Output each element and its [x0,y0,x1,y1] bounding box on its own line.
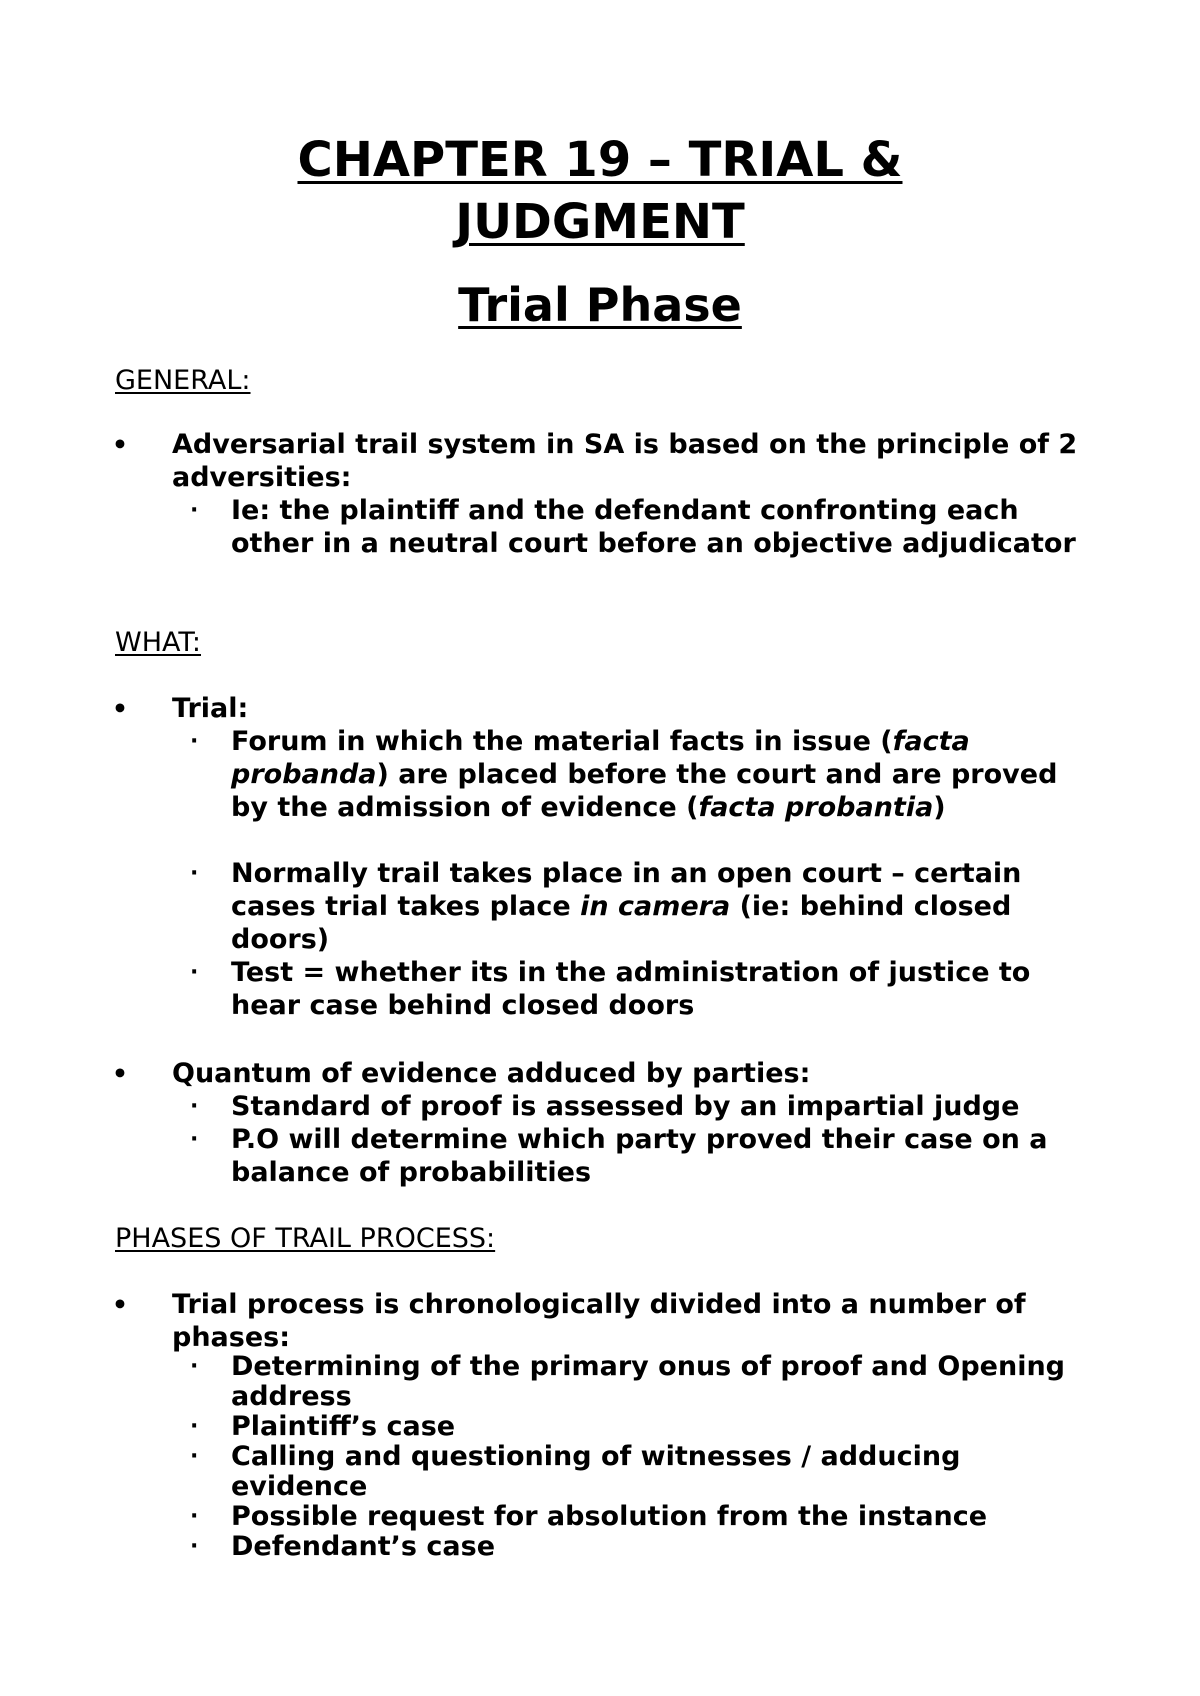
open-court-text-2: (ie: behind closed doors) [231,891,1012,955]
what-bullet-quantum: Quantum of evidence adduced by parties: [172,1058,811,1089]
general-bullet-1: Adversarial trail system in SA is based on the principle of 2 adversities: [172,429,1078,493]
bullet-glyph: • [112,1059,128,1088]
forum-text-2: ) are placed before the court and are proved by the admission of evidence ( [231,759,1058,823]
subbullet-glyph: · [190,498,199,523]
bullet-glyph: • [112,1290,128,1319]
subbullet-glyph: · [190,1127,199,1152]
forum-text-3: ) [933,792,946,823]
what-subitem-standard: Standard of proof is assessed by an impartial judge [231,1091,1020,1122]
forum-italic-facta-probantia: facta probantia [698,792,934,823]
chapter-title-line-2: JUDGMENT [455,194,745,250]
phases-subitem-witnesses: Calling and questioning of witnesses / adducing evidence [231,1441,961,1502]
subbullet-glyph: · [190,1094,199,1119]
phases-heading: PHASES OF TRAIL PROCESS: [115,1223,496,1254]
phases-subitem-absolution: Possible request for absolution from the instance [231,1501,988,1532]
what-heading: WHAT: [115,627,201,658]
subbullet-glyph: · [190,1414,199,1439]
subbullet-glyph: · [190,1354,199,1379]
phases-subitem-defendant: Defendant’s case [231,1531,496,1562]
open-court-text-1: Normally trail takes place in an open court – certain cases trial takes place [231,858,1022,922]
what-subitem-test: Test = whether its in the administration of justice to hear case behind closed doors [231,957,1031,1021]
what-subitem-po: P.O will determine which party proved their case on a balance of probabilities [231,1124,1048,1188]
what-bullet-trial: Trial: [172,693,249,724]
subbullet-glyph: · [190,1534,199,1559]
forum-text-1: Forum in which the material facts in issue ( [231,726,893,757]
subbullet-glyph: · [190,960,199,985]
phases-subitem-onus: Determining of the primary onus of proof and Opening address [231,1351,1066,1412]
subbullet-glyph: · [190,1504,199,1529]
section-subtitle: Trial Phase [458,278,742,332]
forum-italic-facta-probanda: facta probanda [231,726,970,790]
general-heading: GENERAL: [115,365,251,396]
chapter-title-line-1: CHAPTER 19 – TRIAL & [297,132,903,188]
subbullet-glyph: · [190,861,199,886]
open-court-italic-in-camera: in camera [580,891,731,922]
general-subitem-1: Ie: the plaintiff and the defendant confronting each other in a neutral court before an objective adjudicator [231,495,1076,559]
subbullet-glyph: · [190,729,199,754]
phases-subitem-plaintiff: Plaintiff’s case [231,1411,456,1442]
phases-bullet-1: Trial process is chronologically divided into a number of phases: [172,1289,1026,1353]
what-subitem-open-court [231,857,1101,956]
subbullet-glyph: · [190,1444,199,1469]
bullet-glyph: • [112,694,128,723]
what-subitem-forum [231,725,1101,824]
bullet-glyph: • [112,430,128,459]
